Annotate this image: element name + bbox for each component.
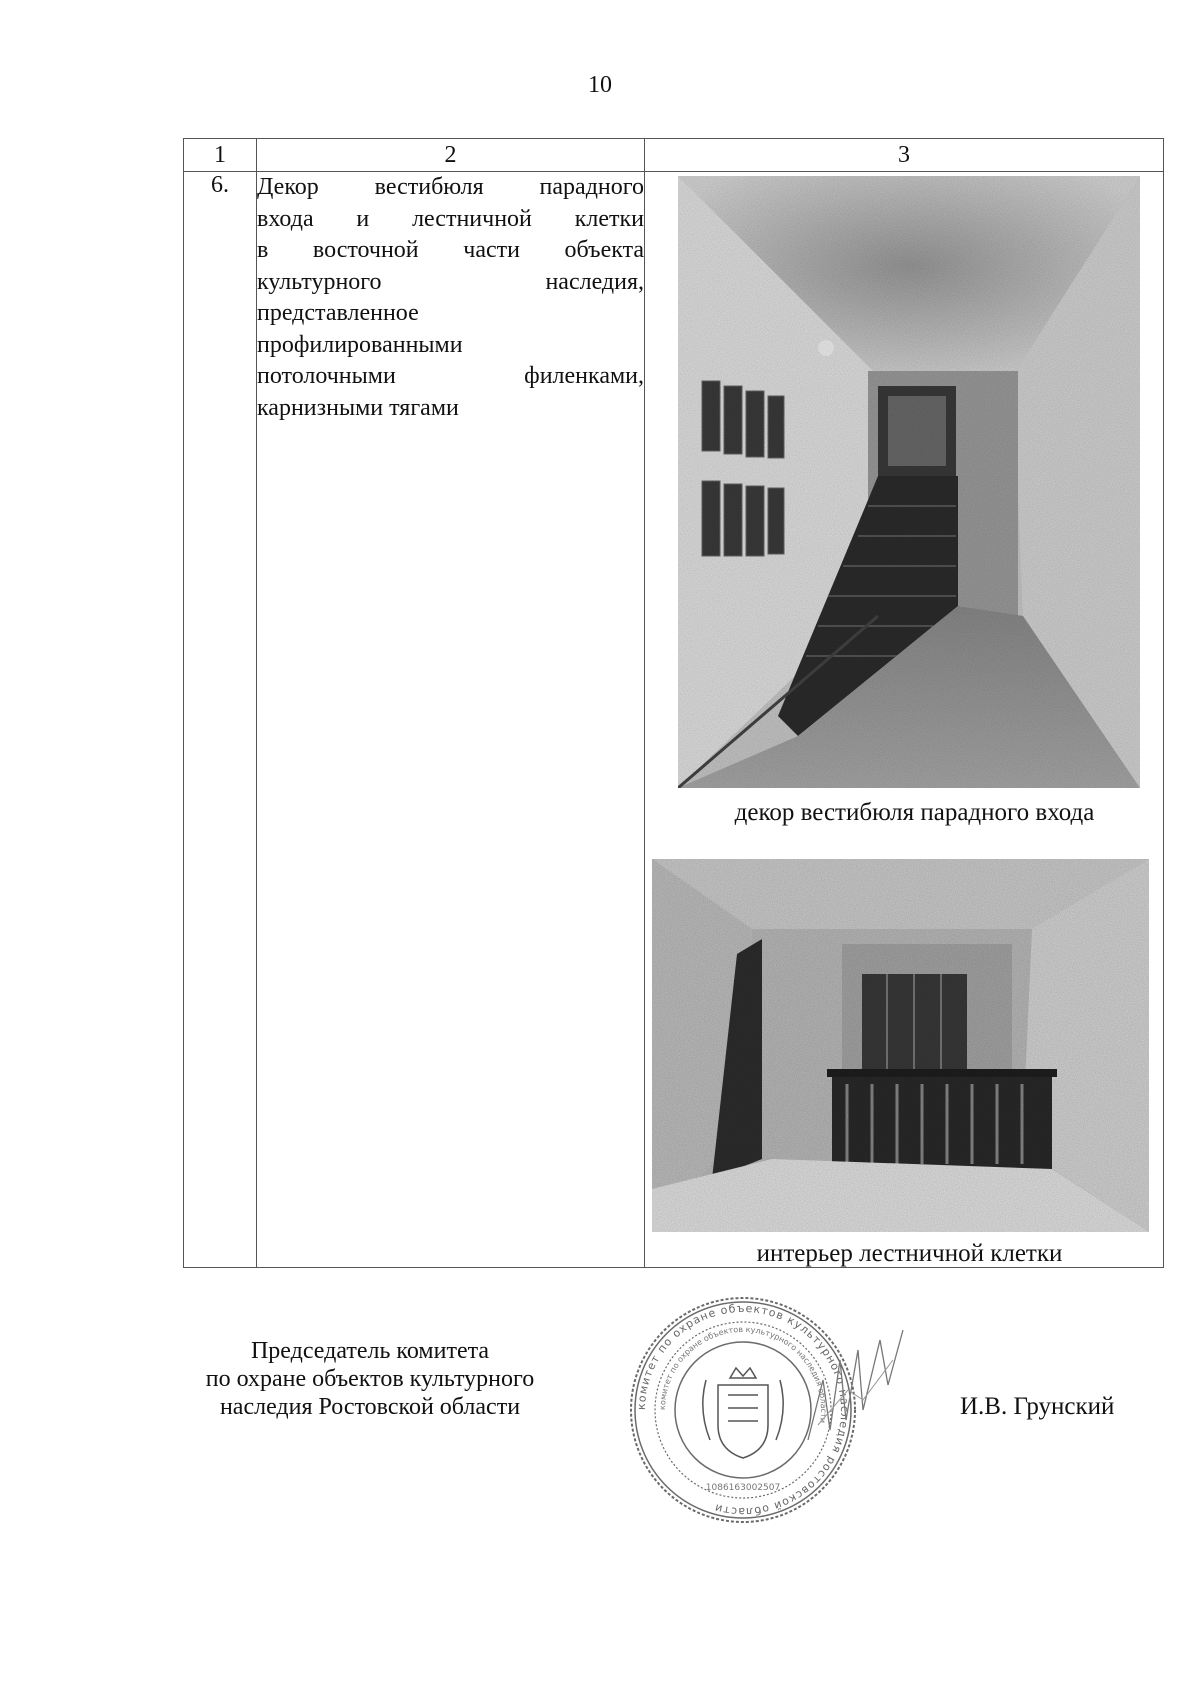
description-line: профилированными <box>257 331 463 358</box>
seal-number: 1086163002507 <box>705 1483 781 1493</box>
signatory-title-line: Председатель комитета <box>250 1338 490 1364</box>
description-line: представленное <box>257 300 419 326</box>
official-seal <box>618 1290 908 1530</box>
signatory-title-line: по охране объектов культурного <box>205 1366 535 1392</box>
photo-caption: интерьер лестничной клетки <box>756 1240 1063 1267</box>
photo-caption: декор вестибюля парадного входа <box>734 799 1095 826</box>
svg-text:комитет по охране объектов кул <box>658 1325 828 1424</box>
seal-outer-text: комитет по охране объектов культурного наследия ростовской области <box>634 1301 852 1519</box>
column-header: 1 <box>184 139 257 172</box>
description-line: потолочными филенками, <box>257 363 644 389</box>
coat-of-arms-icon <box>703 1368 783 1458</box>
description-line: в восточной части объекта <box>257 237 644 263</box>
column-header: 2 <box>257 139 645 172</box>
row-photos <box>645 172 1164 1268</box>
page-number: 10 <box>588 72 612 98</box>
signatory-title-line: наследия Ростовской области <box>219 1394 521 1420</box>
signatory-name: И.В. Грунский <box>960 1393 1115 1420</box>
table-header-row <box>184 139 1164 172</box>
table-row <box>184 172 1164 1268</box>
description-line: Декор вестибюля парадного <box>257 174 644 200</box>
row-description <box>257 172 645 1268</box>
heritage-table <box>183 138 1164 1268</box>
description-line: культурного наследия, <box>257 268 644 295</box>
row-number: 6. <box>184 172 257 1268</box>
stairwell-photo <box>652 859 1149 1232</box>
column-header: 3 <box>645 139 1164 172</box>
vestibule-photo <box>678 176 1140 788</box>
description-line: входа и лестничной клетки <box>257 205 644 232</box>
seal-inner-text: комитет по охране объектов культурного наследия области <box>657 1324 829 1424</box>
description-line: карнизными тягами <box>257 394 459 421</box>
signatory-title <box>160 1337 580 1421</box>
